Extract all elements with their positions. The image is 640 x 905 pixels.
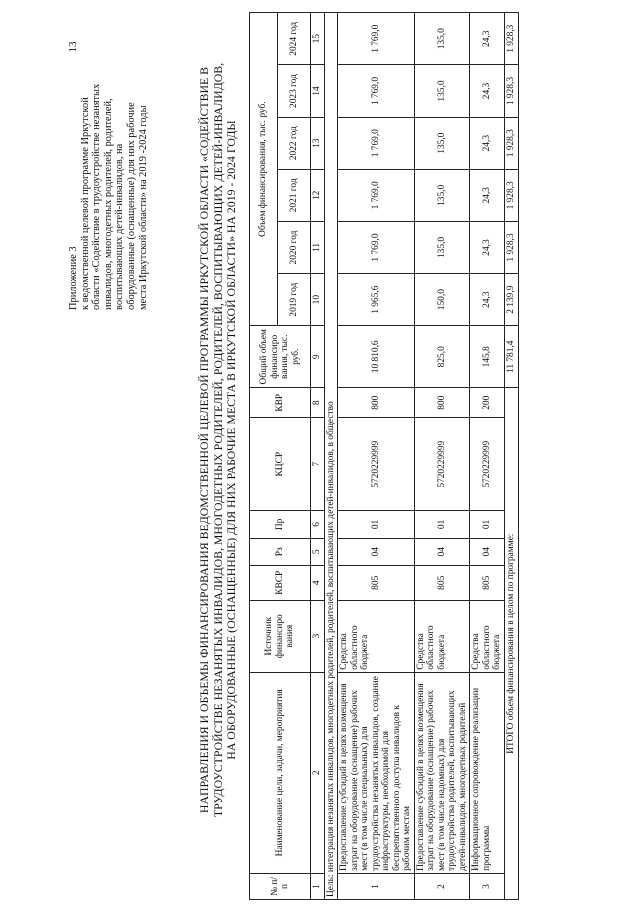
header-year-2020: 2020 год [278,221,311,273]
header-kvsr: КВСР [250,565,311,600]
row-num: 1 [338,873,415,899]
column-number: 11 [311,221,325,273]
row-num: 3 [470,873,505,899]
total-year-2024: 1 928,3 [504,13,518,65]
total-year-2022: 1 928,3 [504,117,518,169]
total-year-2023: 1 928,3 [504,65,518,117]
row-year-2024: 1 769,0 [338,13,415,65]
table-row [338,13,415,900]
row-total: 825,0 [414,326,470,388]
goal-row: Цель: интеграция незанятых инвалидов, многодетных родителей, родителей, воспитывающих детей-инвалидов, в общество [324,13,338,900]
row-year-2020: 1 769,0 [338,221,415,273]
column-number: 2 [311,672,325,873]
appendix-line: области «Содействие в трудоустройстве незанятых [91,83,103,310]
header-name: Наименование цели, задачи, мероприятия [250,672,311,873]
appendix-line: оборудованные (оснащенные) для них рабочие [125,102,137,310]
column-number: 12 [311,169,325,221]
row-year-2019: 1 965,6 [338,274,415,326]
row-kvr: 800 [338,388,415,418]
row-year-2020: 24,3 [470,221,505,273]
appendix-line: Приложение 3 [68,246,79,310]
column-number: 7 [311,418,325,511]
header-year-2023: 2023 год [278,65,311,117]
header-kvr: КВР [250,388,311,418]
header-funding-group: Объем финансирования, тыс. руб. [250,13,278,326]
total-row [504,13,518,900]
appendix-line: инвалидов, многодетных родителей, родителей, [102,98,114,310]
row-source: Средства областного бюджета [470,600,505,672]
column-number: 13 [311,117,325,169]
total-year-2020: 1 928,3 [504,221,518,273]
row-year-2022: 135,0 [414,117,470,169]
column-number: 14 [311,65,325,117]
header-source: Источник финансиро вания [250,600,311,672]
row-rz: 04 [414,538,470,565]
header-year-2021: 2021 год [278,169,311,221]
row-year-2022: 1 769,0 [338,117,415,169]
row-year-2024: 135,0 [414,13,470,65]
header-year-2024: 2024 год [278,13,311,65]
row-year-2023: 1 769,0 [338,65,415,117]
column-number: 9 [311,326,325,388]
total-overall: 11 781,4 [504,326,518,388]
column-number: 1 [311,873,325,899]
row-year-2024: 24,3 [470,13,505,65]
column-number: 4 [311,565,325,600]
total-year-2021: 1 928,3 [504,169,518,221]
row-year-2023: 24,3 [470,65,505,117]
header-total: Общий объем финансиро вания, тыс. руб. [250,326,311,388]
row-year-2020: 135,0 [414,221,470,273]
title-line: НАПРАВЛЕНИЯ И ОБЪЕМЫ ФИНАНСИРОВАНИЯ ВЕДОМСТВЕННОЙ ЦЕЛЕВОЙ ПРОГРАММЫ ИРКУТСКОЙ ОБЛАСТИ «СОДЕЙСТВИЕ В [197,66,211,814]
column-number: 6 [311,511,325,538]
column-number: 10 [311,274,325,326]
header-year-2022: 2022 год [278,117,311,169]
title-line: НА ОБОРУДОВАННЫЕ (ОСНАЩЕННЫЕ) ДЛЯ НИХ РАБОЧИЕ МЕСТА В ИРКУТСКОЙ ОБЛАСТИ» НА 2019 - 2024 ГОДЫ [224,120,238,760]
table-row [470,13,505,900]
column-number: 8 [311,388,325,418]
appendix-line: к ведомственной целевой программе Иркутской [79,97,91,310]
appendix-note [68,60,149,310]
row-year-2019: 150,0 [414,274,470,326]
title-line: ТРУДОУСТРОЙСТВЕ НЕЗАНЯТЫХ ИНВАЛИДОВ, МНОГОДЕТНЫХ РОДИТЕЛЕЙ, РОДИТЕЛЕЙ, ВОСПИТЫВАЮЩИХ ДЕТЕЙ-ИНВАЛИДОВ, [210,62,225,818]
header-pr: Пр [250,511,311,538]
appendix-line: воспитывающих детей-инвалидов, на [114,143,126,310]
row-year-2022: 24,3 [470,117,505,169]
header-num: № п/п [250,873,311,899]
row-kvsr: 805 [338,565,415,600]
row-rz: 04 [470,538,505,565]
row-kcsr: 5720229999 [338,418,415,511]
row-name: Предоставление субсидий в целях возмещения затрат на оборудование (оснащение) рабочих мест (в том числе специальных) для трудоустройства незанятых инвалидов, создание инфраструктуры, необходимой для беспрепятственного доступа инвалидов к рабочим местам [338,672,415,873]
row-total: 145,8 [470,326,505,388]
column-number: 15 [311,13,325,65]
row-source: Средства областного бюджета [338,600,415,672]
header-year-2019: 2019 год [278,274,311,326]
header-kcsr: КЦСР [250,418,311,511]
appendix-line: места Иркутской области» на 2019 -2024 годы [137,105,149,310]
row-year-2023: 135,0 [414,65,470,117]
total-label: ИТОГО объем финансирования в целом по программе: [504,388,518,900]
row-name: Предоставление субсидий в целях возмещения затрат на оборудование (оснащение) рабочих мест (в том числе надомных) для трудоустройства родителей, воспитывающих детей-инвалидов, многодетных родителей [414,672,470,873]
row-pr: 01 [414,511,470,538]
table-row [414,13,470,900]
funding-table [249,12,519,900]
row-kvsr: 805 [414,565,470,600]
row-kcsr: 5720229999 [470,418,505,511]
column-number: 5 [311,538,325,565]
document-title [198,10,239,870]
row-pr: 01 [470,511,505,538]
column-number: 3 [311,600,325,672]
row-kvsr: 805 [470,565,505,600]
row-kcsr: 5720229999 [414,418,470,511]
row-year-2021: 1 769,0 [338,169,415,221]
row-pr: 01 [338,511,415,538]
row-kvr: 200 [470,388,505,418]
row-kvr: 800 [414,388,470,418]
row-year-2019: 24,3 [470,274,505,326]
header-rz: Рз [250,538,311,565]
row-num: 2 [414,873,470,899]
row-year-2021: 24,3 [470,169,505,221]
row-source: Средства областного бюджета [414,600,470,672]
row-total: 10 810,6 [338,326,415,388]
page-number: 13 [67,41,79,53]
row-year-2021: 135,0 [414,169,470,221]
row-name: Информационное сопровождение реализации программы [470,672,505,873]
row-rz: 04 [338,538,415,565]
total-year-2019: 2 139,9 [504,274,518,326]
